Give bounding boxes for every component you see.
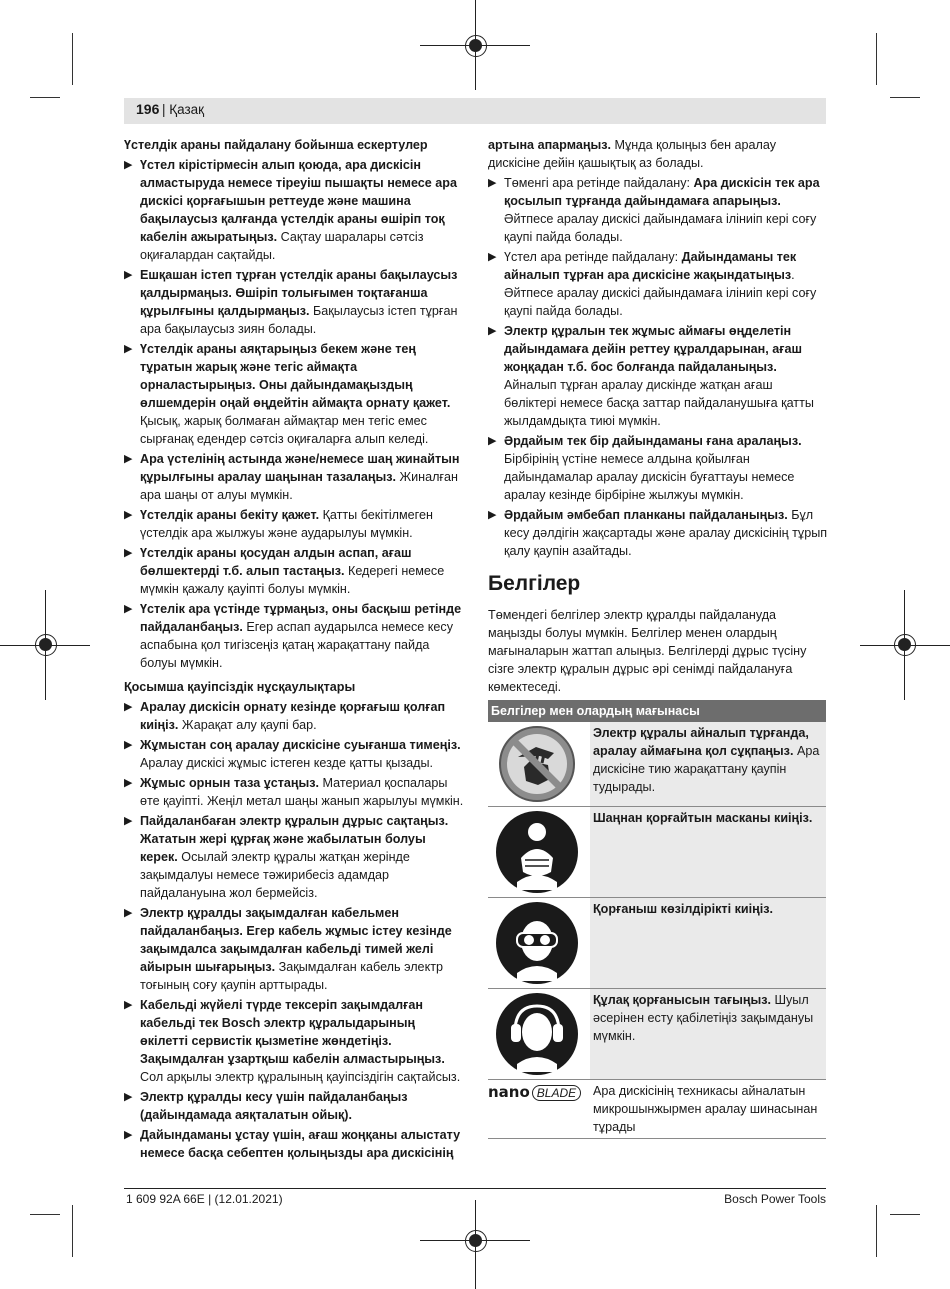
- bullet-arrow-icon: ▶: [488, 509, 497, 521]
- list-item: [124, 698, 464, 734]
- left-column: [124, 136, 464, 1164]
- list-item: [124, 156, 464, 264]
- table-row: [488, 722, 826, 807]
- item-prefix: Үстел ара ретінде пайдалану:: [504, 250, 682, 264]
- item-bold: Үстелдік араны бекіту қажет.: [140, 508, 320, 522]
- list-item: [124, 812, 464, 902]
- item-bold: Дайындаманы ұстау үшін, ағаш жоңқаны алыстату немесе басқа себептен қолыңызды ара дискісінің: [140, 1128, 461, 1160]
- language-label: | Қазақ: [162, 102, 205, 117]
- bullet-arrow-icon: ▶: [124, 739, 133, 751]
- registration-mark-icon: [465, 35, 487, 57]
- safety-goggles-icon: [495, 901, 579, 985]
- bullet-arrow-icon: ▶: [488, 251, 497, 263]
- item-text: Осылай электр құралы жатқан жерінде зақымдалуы немесе тәжирибесіз адамдар пайдалануына жол бермейсіз.: [140, 850, 410, 900]
- crop-mark: [30, 97, 60, 98]
- list-item: [124, 600, 464, 672]
- item-bold: Әрдайым тек бір дайындаманы ғана аралаңыз.: [504, 434, 802, 448]
- table-row: [488, 1080, 826, 1139]
- symbol-title: Шаңнан қорғайтын масканы киіңіз.: [593, 811, 813, 825]
- bullet-arrow-icon: ▶: [124, 907, 133, 919]
- item-text: Бірбірінің үстіне немесе алдына қойылған дайындамалар аралау дискісін буғаттауы немесе аралау кезінде бірбіріне жылжуы мүмкін.: [504, 452, 795, 502]
- bullet-arrow-icon: ▶: [124, 547, 133, 559]
- item-bold: Ара дискісін тек ара қосылып тұрғанда дайындамаға апарыңыз.: [504, 176, 820, 208]
- registration-mark-icon: [894, 634, 916, 656]
- warning-list: [124, 156, 464, 672]
- item-bold: Жұмыстан соң аралау дискісіне суығанша тимеңіз.: [140, 738, 461, 752]
- logo-blade: BLADE: [532, 1085, 581, 1101]
- crop-mark: [876, 1205, 877, 1257]
- item-bold: Үстел кірістірмесін алып қоюда, ара дискісін алмастыруда немесе тіреуіш пышақты немесе ара дискісі қорғағышын реттеуде және машина бақылаусыз қалғанда үстелдік араны өшіріп тоқ кабелін ажыратыңыз.: [140, 158, 457, 244]
- symbols-table: [488, 700, 826, 1139]
- bullet-arrow-icon: ▶: [124, 509, 133, 521]
- symbol-title: Электр құралы айналып тұрғанда, аралау аймағына қол сұқпаңыз.: [593, 726, 809, 758]
- symbol-title: Құлақ қорғанысын тағыңыз.: [593, 993, 771, 1007]
- crop-mark: [72, 33, 73, 85]
- bullet-arrow-icon: ▶: [124, 701, 133, 713]
- list-item: [124, 506, 464, 542]
- bullet-arrow-icon: ▶: [124, 159, 133, 171]
- item-bold: Үстелдік араны қосудан алдын аспап, ағаш бөлшектерді т.б. алып тастаңыз.: [140, 546, 412, 578]
- item-bold: Аралау дискісін орнату кезінде қорғағыш қолғап киіңіз.: [140, 700, 446, 732]
- item-text: . Әйтпесе аралау дискісі дайындамаға іліниіп кері соғу қаупі пайда болады.: [504, 268, 817, 318]
- symbol-description: Ара дискісінің техникасы айналатын микрошынжырмен аралау шинасынан тұрады: [593, 1084, 818, 1134]
- nanoblade-logo: [488, 1080, 590, 1102]
- table-row: [488, 989, 826, 1080]
- page-header: [124, 98, 826, 124]
- bullet-arrow-icon: ▶: [488, 177, 497, 189]
- registration-mark-icon: [465, 1230, 487, 1252]
- item-text: Бақылаусыз істеп тұрған ара бақылаусыз зиян болады.: [140, 304, 458, 336]
- bullet-arrow-icon: ▶: [124, 269, 133, 281]
- ear-protection-icon: [495, 992, 579, 1076]
- item-bold: Ешқашан істеп тұрған үстелдік араны бақылаусыз қалдырмаңыз. Өшіріп толығымен тоқтағанша құрылғыны қалдырмаңыз.: [140, 268, 458, 318]
- item-text: Жиналған ара шаңы от алуы мүмкін.: [140, 470, 458, 502]
- table-row: [488, 898, 826, 989]
- bullet-arrow-icon: ▶: [124, 1129, 133, 1141]
- symbol-description: Ара дискісіне тию жарақаттану қаупін тудырады.: [593, 744, 820, 794]
- continued-bold: артына апармаңыз.: [488, 138, 611, 152]
- bullet-arrow-icon: ▶: [124, 815, 133, 827]
- table-row: [488, 807, 826, 898]
- item-bold: Ара үстелінің астында және/немесе шаң жинайтын құрылғыны аралау шаңынан тазалаңыз.: [140, 452, 460, 484]
- symbol-description: Шуыл әсерінен есту қабілетіңіз зақымдануы мүмкін.: [593, 993, 814, 1043]
- continued-paragraph: [488, 136, 828, 172]
- item-text: Кедерегі немесе мүмкін қажалу қауіпті болуы мүмкін.: [140, 564, 445, 596]
- list-item: [488, 248, 828, 320]
- item-bold: Электр құралды кесу үшін пайдаланбаңыз (дайындамада аяқталатын ойық).: [140, 1090, 408, 1122]
- footer-rule: [124, 1188, 826, 1189]
- page-number: 196: [136, 101, 160, 117]
- continued-text: Мұнда қолыңыз бен аралау дискісіне дейін қашықтық аз болады.: [488, 138, 777, 170]
- item-text: Бұл кесу дәлдігін жақсартады және аралау дискісінің тұрып қалу қаупін азайтады.: [504, 508, 828, 558]
- document-code: 1 609 92A 66E | (12.01.2021): [126, 1192, 283, 1206]
- item-text: Сол арқылы электр құралының қауіпсіздігін сақтайсыз.: [140, 1070, 461, 1084]
- item-text: Айналып тұрған аралау дискінде жатқан ағаш бөліктері немесе басқа заттар пайдаланушыға қатты жылдамдықта тиюі мүмкін.: [504, 378, 814, 428]
- item-text: Қысық, жарық болмаған аймақтар мен тегіс емес сырғанақ едендер сәтсіз оқиғаларға алып келеді.: [140, 414, 429, 446]
- item-text: Сақтау шаралары сәтсіз оқиғалардан сақтайды.: [140, 230, 424, 262]
- bullet-arrow-icon: ▶: [124, 1091, 133, 1103]
- symbols-intro: Төмендегі белгілер электр құралды пайдалануда маңызды болуы мүмкін. Белгілер менен олардың мағыналарын жаттап алыңыз. Белгілерді дұрыс түсіну сізге электр құралын дұрыс әрі сенімді пайдалануға көмектеседі.: [488, 608, 807, 694]
- table-header: Белгілер мен олардың мағынасы: [488, 700, 826, 722]
- list-item: [124, 904, 464, 994]
- item-bold: Электр құралды зақымдалған кабельмен пайдаланбаңыз. Егер кабель жұмыс істеу кезінде зақымдалса зақымдалған кабельді тимей желі айырын шығарыңыз.: [140, 906, 452, 974]
- item-text: Әйтпесе аралау дискісі дайындамаға іліниіп кері соғу қаупі пайда болады.: [504, 212, 817, 244]
- item-bold: Үстелік ара үстінде тұрмаңыз, оны басқыш ретінде пайдаланбаңыз.: [140, 602, 462, 634]
- list-item: [124, 996, 464, 1086]
- section-heading: Қосымша қауіпсіздік нұсқаулықтары: [124, 680, 356, 694]
- list-item: [124, 1088, 464, 1124]
- bullet-arrow-icon: ▶: [488, 435, 497, 447]
- section-title: Белгілер: [488, 572, 581, 595]
- logo-nano: nano: [488, 1083, 530, 1101]
- item-bold: Кабельді жүйелі түрде тексеріп зақымдалған кабельді тек Bosch электр құралыдарының өкілетті сервистік қызметіне жөндетіңіз. Зақымдалған ұзартқыш кабелін алмастырыңыз.: [140, 998, 445, 1066]
- bullet-arrow-icon: ▶: [124, 999, 133, 1011]
- dust-mask-icon: [495, 810, 579, 894]
- crop-mark: [890, 97, 920, 98]
- list-item: [488, 174, 828, 246]
- item-bold: Электр құралын тек жұмыс аймағы өңделетін дайындамаға дейін реттеу құралдарынан, ағаш жоңқадан т.б. бос болғанда пайдаланыңыз.: [504, 324, 802, 374]
- warning-list: [488, 174, 828, 560]
- item-text: Материал қоспалары өте қауіпті. Жеңіл метал шаңы жанып жарылуы мүмкін.: [140, 776, 464, 808]
- publisher: Bosch Power Tools: [724, 1192, 826, 1206]
- crop-mark: [30, 1214, 60, 1215]
- safety-list: [124, 698, 464, 1162]
- crop-mark: [890, 1214, 920, 1215]
- item-bold: Үстелдік араны аяқтарыңыз бекем және тең тұратын жарық және тегіс аймақта орналастырыңыз. Оны дайындамақыздың өлшемдерін оңай өңдейтін аймақта орнату қажет.: [140, 342, 451, 410]
- bullet-arrow-icon: ▶: [124, 603, 133, 615]
- item-text: Жарақат алу қаупі бар.: [178, 718, 317, 732]
- list-item: [124, 450, 464, 504]
- crop-mark: [876, 33, 877, 85]
- list-item: [124, 340, 464, 448]
- item-prefix: Төменгі ара ретінде пайдалану:: [504, 176, 694, 190]
- item-bold: Әрдайым әмбебап планканы пайдаланыңыз.: [504, 508, 788, 522]
- bullet-arrow-icon: ▶: [124, 343, 133, 355]
- language-name: Қазақ: [169, 102, 205, 117]
- symbol-title: Қорғаныш көзілдірікті киіңіз.: [593, 902, 773, 916]
- right-column: [488, 136, 828, 1139]
- list-item: [488, 432, 828, 504]
- no-hand-icon: [496, 723, 578, 805]
- list-item: [124, 736, 464, 772]
- item-text: Қатты бекітілмеген үстелдік ара жылжуы және аударылуы мүмкін.: [140, 508, 433, 540]
- list-item: [124, 774, 464, 810]
- item-bold: Дайындаманы тек айналып тұрған ара дискісіне жақындатыңыз: [504, 250, 797, 282]
- item-text: Егер аспап аударылса немесе кесу аспабына қол тигізсеңіз қатаң жарақаттану пайда болуы мүмкін.: [140, 620, 454, 670]
- list-item: [124, 544, 464, 598]
- item-text: Зақымдалған кабель электр тоғының соғу қаупін арттырады.: [140, 960, 443, 992]
- bullet-arrow-icon: ▶: [488, 325, 497, 337]
- list-item: [488, 506, 828, 560]
- item-text: Аралау дискісі жұмыс істеген кезде қатты қызады.: [140, 756, 434, 770]
- item-bold: Пайдаланбаған электр құралын дұрыс сақтаңыз. Жататын жері құрғақ және жабылатын болуы керек.: [140, 814, 449, 864]
- list-item: [124, 1126, 464, 1162]
- list-item: [488, 322, 828, 430]
- bullet-arrow-icon: ▶: [124, 777, 133, 789]
- list-item: [124, 266, 464, 338]
- item-bold: Жұмыс орнын таза ұстаңыз.: [140, 776, 320, 790]
- crop-mark: [72, 1205, 73, 1257]
- registration-mark-icon: [35, 634, 57, 656]
- section-heading: Үстелдік араны пайдалану бойынша ескертулер: [124, 138, 428, 152]
- bullet-arrow-icon: ▶: [124, 453, 133, 465]
